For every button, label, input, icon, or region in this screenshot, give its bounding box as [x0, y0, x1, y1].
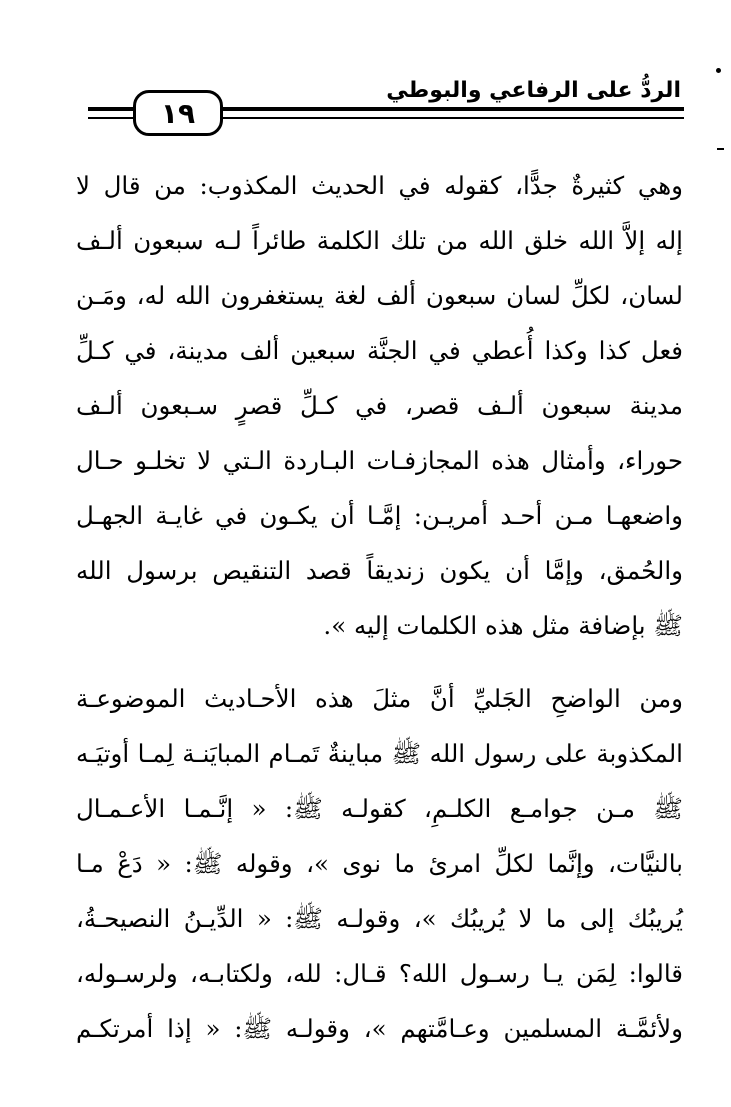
text-line: ومن الواضحِ الجَليِّ أنَّ مثلَ هذه الأحـاديث الموضوعـة	[76, 684, 683, 713]
page-number: ١٩	[133, 90, 223, 136]
text-line: إله إلاَّ الله خلق الله من تلك الكلمة طائراً لـه سبعون ألـف	[76, 226, 683, 255]
body-text	[76, 158, 683, 1056]
text-line: واضعهـا مـن أحـد أمريـن: إمَّـا أن يكـون في غايـة الجهـل	[76, 501, 683, 530]
text-line: مدينة سبعون ألـف قصر، في كـلِّ قصرٍ سـبعون ألـف	[76, 391, 683, 420]
page-header	[0, 0, 731, 140]
text-line: المكذوبة على رسول الله ﷺ مباينةٌ تَمـام المبايَنـة لِمـا أوتيَـه	[76, 739, 683, 768]
paragraph-1	[76, 158, 683, 653]
text-line: ﷺ بإضافة مثل هذه الكلمات إليه ».	[323, 611, 683, 640]
margin-dot-mark	[716, 68, 721, 73]
running-title: الردُّ على الرفاعي والبوطي	[386, 78, 681, 103]
text-line: ﷺ مـن جوامـع الكلـمِ، كقولـه ﷺ: « إنَّـمـا الأعـمـال	[76, 794, 683, 823]
text-line: يُريبُك إلى ما لا يُريبُك »، وقولـه ﷺ: « الدِّيـنُ النصيحـةُ،	[76, 904, 683, 933]
paragraph-gap	[76, 653, 683, 671]
text-line: والحُمق، وإمَّا أن يكون زنديقاً قصد التنقيص برسول الله	[76, 556, 683, 585]
text-line: قالوا: لِمَن يـا رسـول الله؟ قـال: لله، ولكتابـه، ولرسـوله،	[76, 959, 683, 988]
paragraph-2	[76, 671, 683, 1056]
text-line: فعل كذا وكذا أُعطي في الجنَّة سبعين ألف مدينة، في كـلِّ	[76, 336, 683, 365]
text-line: ولأئمَّـة المسلمين وعـامَّتهم »، وقولـه ﷺ: « إذا أمرتكـم	[76, 1014, 683, 1043]
text-line: بالنيَّات، وإنَّما لكلِّ امرئ ما نوى »، وقوله ﷺ: « دَعْ مـا	[76, 849, 683, 878]
text-line: وهي كثيرةٌ جدًّا، كقوله في الحديث المكذوب: من قال لا	[76, 171, 683, 200]
text-line: حوراء، وأمثال هذه المجازفـات البـاردة الـتي لا تخلـو حـال	[76, 446, 683, 475]
text-line: لسان، لكلِّ لسان سبعون ألف لغة يستغفرون الله له، ومَـن	[76, 281, 683, 310]
margin-dash-mark	[717, 148, 724, 150]
